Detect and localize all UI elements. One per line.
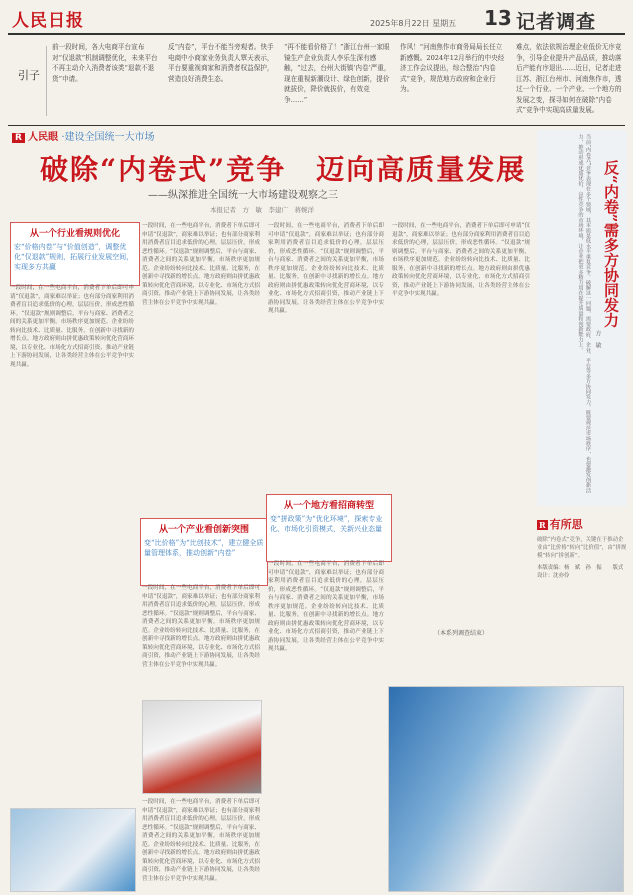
masthead-rule: [8, 33, 625, 35]
masthead: [8, 4, 625, 32]
intro-column: 难点，依法依规治理企业低价无序竞争，引导企业提升产品品质，推动落后产能有序退出……近日，记者走进江苏、浙江台州市、河南焦作市，透过一个行业、一个产业、一个地方的发展之变，探寻如何在破除“内卷式”竞争中实现高质量发展。: [516, 43, 622, 114]
commentary-text: 当前“内卷式”竞争表现在多个领域，其本质是低水平重复竞争。破解这一问题，需要政府、企业、平台等多方协同发力，既要规范市场秩序，也要激发创新活力，推动形成优质优价、良性竞争的市场环境，让企业把更多精力用在提升质量和创新能力上。: [577, 134, 591, 493]
intro-tag: [12, 46, 47, 116]
photo-workers: [10, 808, 136, 892]
article-column: 一段时间，在一些电商平台，消费者下单后即可申请“仅退款”，商家难以举证；也有部分商家利用消费者盲目追求低价的心理，层层压价，形成恶性循环。“仅退款”规则调整后，平台与商家、消费者之间的关系更加平衡，市场秩序更加规范。企业纷纷转向比技术、比质量、比服务，在创新中寻找新的增长点。地方政府则由拼优惠政策转向优化营商环境，以专业化、市场化方式招商引资，推动产业链上下游协同发展，让各类经营主体在公平竞争中实现共赢。: [142, 799, 260, 882]
intro-column: “再不能看价格了！”浙江台州一家眼镜生产企业负责人李乐生深有感触，“过去，台州大街镇‘内卷’严重，现在重视新潮设计、绿色创新，提价就拔价，降价就拔价，有效竞争……”: [284, 43, 391, 104]
article-column: 一段时间，在一些电商平台，消费者下单后即可申请“仅退款”，商家难以举证；也有部分商家利用消费者盲目追求低价的心理，层层压价，形成恶性循环。“仅退款”规则调整后，平台与商家、消费者之间的关系更加平衡，市场秩序更加规范。企业纷纷转向比技术、比质量、比服务，在创新中寻找新的增长点。地方政府则由拼优惠政策转向优化营商环境，以专业化、市场化方式招商引资，推动产业链上下游协同发展，让各类经营主体在公平竞争中实现共赢。: [142, 223, 260, 306]
section-quote-2: 变“比价格”为“比创技术”，建立健全质量管理体系，推动创新“内卷”: [144, 539, 264, 557]
intro-block: [8, 38, 625, 124]
article-column: 一段时间，在一些电商平台，消费者下单后即可申请“仅退款”，商家难以举证；也有部分商家利用消费者盲目追求低价的心理，层层压价，形成恶性循环。“仅退款”规则调整后，平台与商家、消费者之间的关系更加平衡，市场秩序更加规范。企业纷纷转向比技术、比质量、比服务，在创新中寻找新的增长点。地方政府则由拼优惠政策转向优化营商环境，以专业化、市场化方式招商引资，推动产业链上下游协同发展，让各类经营主体在公平竞争中实现共赢。: [10, 285, 134, 368]
photo-robot-workshop: [142, 700, 262, 794]
yousuo-block: [537, 516, 627, 676]
series-end-note: （本系列调查结束）: [433, 630, 488, 637]
subheadline: ——纵深推进全国统一大市场建设观察之三: [148, 190, 338, 201]
section-title-1: 从一个行业看规则优化: [29, 229, 120, 239]
column-subtitle: ·建设全国统一大市场: [61, 132, 155, 143]
article-column: 一段时间，在一些电商平台，消费者下单后即可申请“仅退款”，商家难以举证；也有部分商家利用消费者盲目追求低价的心理，层层压价，形成恶性循环。“仅退款”规则调整后，平台与商家、消费者之间的关系更加平衡，市场秩序更加规范。企业纷纷转向比技术、比质量、比服务，在创新中寻找新的增长点。地方政府则由拼优惠政策转向优化营商环境，以专业化、市场化方式招商引资，推动产业链上下游协同发展，让各类经营主体在公平竞争中实现共赢。: [268, 223, 384, 314]
intro-tag-label: 引子: [18, 69, 40, 82]
section-box-3: [266, 494, 392, 562]
intro-column: 反“内卷”，平台不能当旁观者。快手电商中小商家业务负责人覃天表示，平台要重视商家和消费者权益保护，营造良好消费生态。: [168, 43, 274, 83]
article-column: 一段时间，在一些电商平台，消费者下单后即可申请“仅退款”，商家难以举证；也有部分商家利用消费者盲目追求低价的心理，层层压价，形成恶性循环。“仅退款”规则调整后，平台与商家、消费者之间的关系更加平衡，市场秩序更加规范。企业纷纷转向比技术、比质量、比服务，在创新中寻找新的增长点。地方政府则由拼优惠政策转向优化营商环境，以专业化、市场化方式招商引资，推动产业链上下游协同发展，让各类经营主体在公平竞争中实现共赢。: [268, 561, 384, 652]
intro-column: 前一段时间，各大电商平台宣布对“仅退款”机制调整优化，未来平台不再主动介入消费者该类“退款不退货”申请。: [52, 43, 158, 83]
intro-column: 作风！”河南焦作市商务局局长任立新感慨。2024年12月举行的中央经济工作会议提出，综合整治“内卷式”竞争，规范地方政府和企业行为。: [400, 43, 505, 93]
section-box-2: [140, 518, 268, 586]
byline: 本报记者 方 敏 李建广 蒋婉洋: [210, 206, 314, 214]
section-title-2: 从一个产业看创新突围: [158, 525, 249, 535]
section-quote-3: 变“拼政策”为“优化环境”，探索专业化、市场化引资模式，关新兴业态量: [270, 515, 383, 533]
article-column: 一段时间，在一些电商平台，消费者下单后即可申请“仅退款”，商家难以举证；也有部分商家利用消费者盲目追求低价的心理，层层压价，形成恶性循环。“仅退款”规则调整后，平台与商家、消费者之间的关系更加平衡，市场秩序更加规范。企业纷纷转向比技术、比质量、比服务，在创新中寻找新的增长点。地方政府则由拼优惠政策转向优化营商环境，以专业化、市场化方式招商引资，推动产业链上下游协同发展，让各类经营主体在公平竞争中实现共赢。: [142, 585, 260, 668]
commentary-author: 方 敏: [594, 330, 601, 348]
column-brand: 人民眼: [28, 132, 59, 143]
commentary-title: 反“内卷”需多方协同发力: [602, 160, 620, 328]
section-title: 记者调查: [516, 11, 597, 33]
article-column: 一段时间，在一些电商平台，消费者下单后即可申请“仅退款”，商家难以举证；也有部分商家利用消费者盲目追求低价的心理，层层压价，形成恶性循环。“仅退款”规则调整后，平台与商家、消费者之间的关系更加平衡，市场秩序更加规范。企业纷纷转向比技术、比质量、比服务，在创新中寻找新的增长点。地方政府则由拼优惠政策转向优化营商环境，以专业化、市场化方式招商引资，推动产业链上下游协同发展，让各类经营主体在公平竞争中实现共赢。: [392, 223, 530, 297]
yousuo-text: 破除“内卷式”竞争，关键在于推动企业由“比价格”转向“比价值”，由“拼规模”转向“拼创新”。: [537, 537, 627, 559]
intro-columns: [52, 42, 624, 122]
issue-date: 2025年8月22日 星期五: [370, 19, 457, 28]
headline: 破除“内卷式”竞争 迈向高质量发展: [40, 153, 527, 186]
yousuo-title: 有所思: [549, 518, 583, 531]
newspaper-logo: 人民日报: [12, 11, 84, 31]
section-title-3: 从一个地方看招商转型: [283, 501, 374, 511]
section-quote-1: 宏“价格内卷”与“价值创造”，调整优化“仅退款”规则，拓展行业发展空间，实现多方共赢: [14, 243, 134, 271]
intro-rule: [8, 125, 625, 126]
yousuo-badge: R: [539, 520, 546, 530]
photo-factory-line: [388, 686, 624, 892]
page-number: 13: [484, 6, 512, 30]
section-box-1: [10, 222, 140, 286]
column-badge: R: [12, 133, 25, 143]
editors-credit: 本版责编：杨 斌 孙 振 版式设计：沈亦伶: [537, 565, 624, 579]
yousuo-heading: [537, 516, 627, 532]
column-tag: [12, 128, 155, 142]
